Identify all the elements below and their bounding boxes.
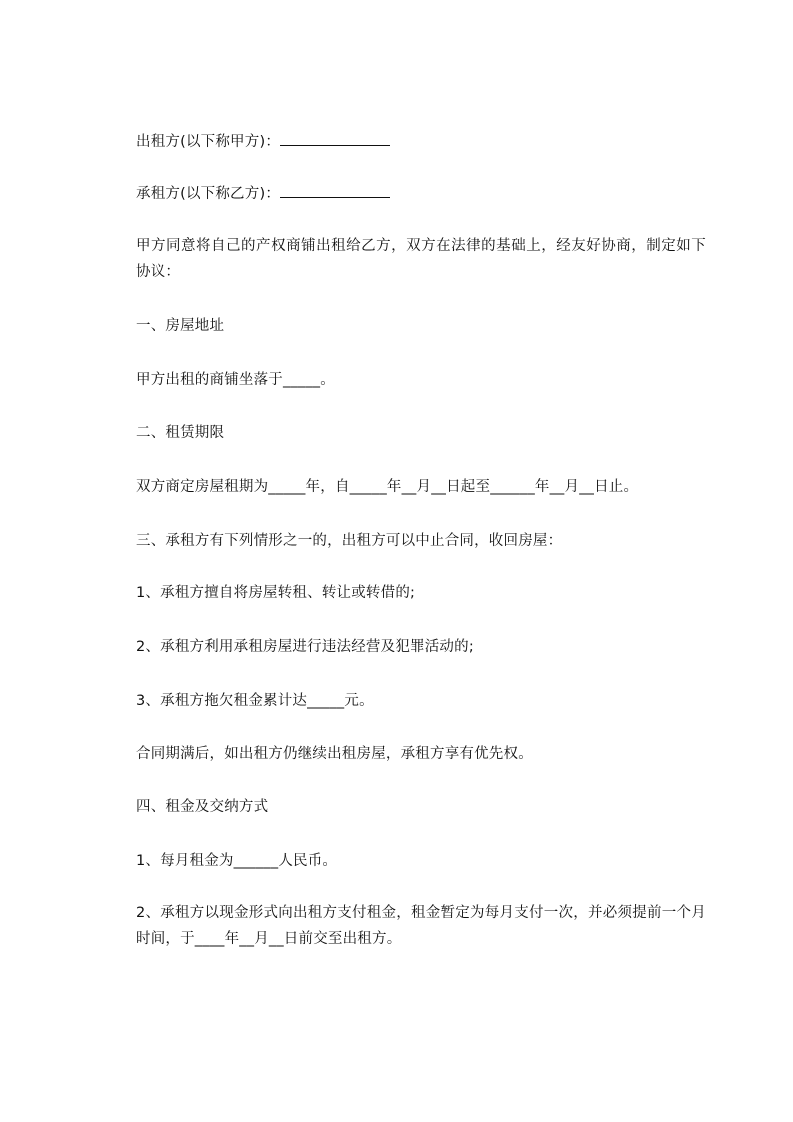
section-4-item-1: 1、每月租金为______人民币。 — [136, 853, 338, 869]
section-3-note: 合同期满后，如出租方仍继续出租房屋，承租方享有优先权。 — [136, 746, 533, 762]
lessor-line — [136, 129, 706, 155]
lessee-line — [136, 181, 706, 207]
section-1-heading: 一、房屋地址 — [136, 318, 225, 334]
lessor-blank — [280, 131, 390, 146]
intro-paragraph: 甲方同意将自己的产权商铺出租给乙方，双方在法律的基础上，经友好协商，制定如下协议： — [136, 238, 706, 280]
section-3-item-3: 3、承租方拖欠租金累计达_____元。 — [136, 693, 374, 709]
lessee-blank — [280, 183, 390, 198]
section-3-item-2: 2、承租方利用承租房屋进行违法经营及犯罪活动的; — [136, 639, 474, 655]
section-3-item-1: 1、承租方擅自将房屋转租、转让或转借的; — [136, 585, 416, 601]
lessor-label: 出租方(以下称甲方)： — [136, 134, 281, 150]
section-2-heading: 二、租赁期限 — [136, 425, 225, 441]
section-4-heading: 四、租金及交纳方式 — [136, 799, 269, 815]
section-1-body: 甲方出租的商铺坐落于_____。 — [136, 372, 335, 388]
section-2-body: 双方商定房屋租期为_____年，自_____年__月__日起至______年__月__日止。 — [136, 479, 639, 495]
lessee-label: 承租方(以下称乙方)： — [136, 186, 281, 202]
section-3-heading: 三、承租方有下列情形之一的，出租方可以中止合同，收回房屋： — [136, 533, 563, 549]
section-4-item-2: 2、承租方以现金形式向出租方支付租金，租金暂定为每月支付一次，并必须提前一个月时间，于____年__月__日前交至出租方。 — [136, 905, 706, 947]
